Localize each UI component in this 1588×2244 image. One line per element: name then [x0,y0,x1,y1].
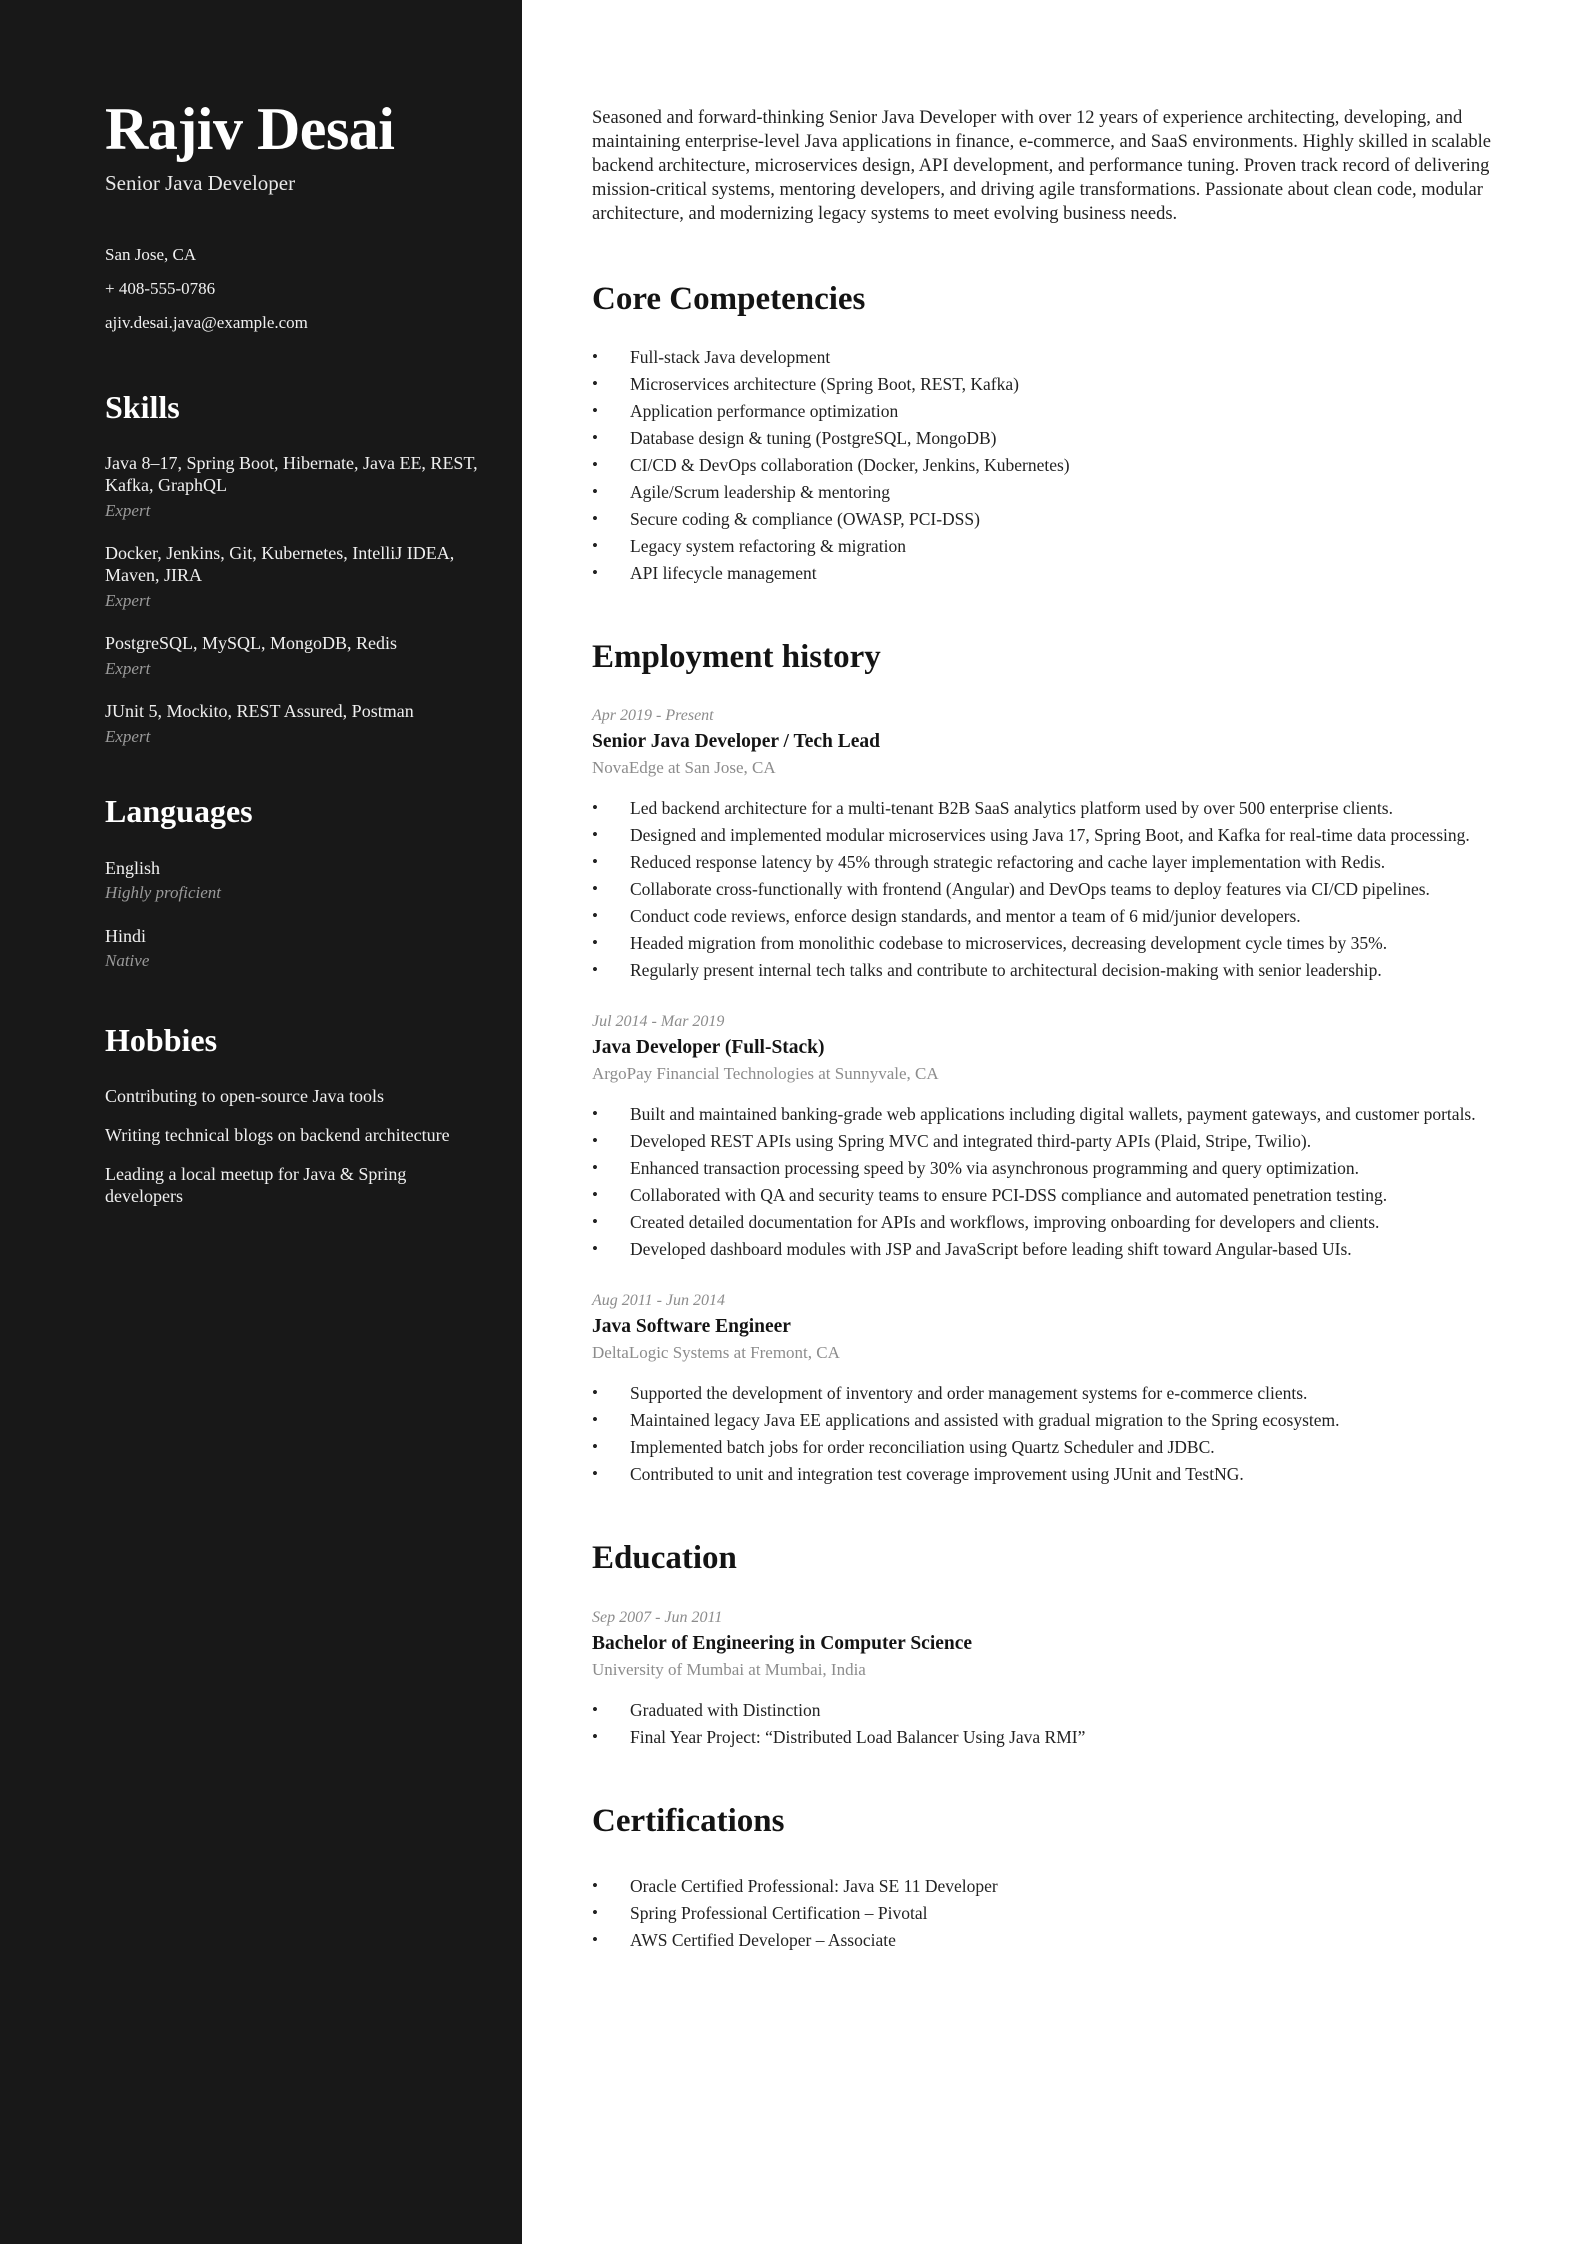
competencies-section [592,280,1492,584]
language-name: English [105,857,161,878]
job-title: Java Developer (Full-Stack) [592,1037,825,1059]
job-bullet: • Conduct code reviews, enforce design standards, and mentor a team of 6 mid/junior developers. [592,905,1492,927]
job-bullets [592,797,1492,981]
education-heading: Education [592,1540,737,1577]
language-level: Highly proficient [105,882,221,902]
degree-title: Bachelor of Engineering in Computer Science [592,1632,973,1654]
job-bullet: • Collaborated with QA and security teams to ensure PCI-DSS compliance and automated penetration testing. [592,1184,1492,1206]
job-bullet: • Developed dashboard modules with JSP and JavaScript before leading shift toward Angular-based UIs. [592,1238,1492,1260]
competency-item: • Agile/Scrum leadership & mentoring [592,481,1492,503]
hobbies-heading: Hobbies [105,1021,218,1058]
contact-info [105,238,482,340]
hobby-item: Writing technical blogs on backend architecture [105,1125,450,1146]
skill-item [105,700,482,748]
education-entry [592,1607,1492,1748]
job-bullet: • Created detailed documentation for APIs and workflows, improving onboarding for developers and clients. [592,1211,1492,1233]
skill-item [105,452,482,522]
education-section [592,1539,1492,1748]
candidate-name: Rajiv Desai [105,96,395,162]
employment-section [592,638,1492,1486]
job-bullet: • Supported the development of inventory and order management systems for e-commerce clients. [592,1382,1492,1404]
language-item [105,925,482,971]
education-dates: Sep 2007 - Jun 2011 [592,1608,723,1626]
language-name: Hindi [105,925,147,946]
job-bullet: • Regularly present internal tech talks and contribute to architectural decision-making with senior leadership. [592,959,1492,981]
job-dates: Aug 2011 - Jun 2014 [592,1292,726,1310]
skill-name: Java 8–17, Spring Boot, Hibernate, Java EE, REST, Kafka, GraphQL [105,453,478,496]
contact-phone: + 408-555-0786 [105,279,216,298]
job-bullet: • Maintained legacy Java EE applications and assisted with gradual migration to the Spring ecosystem. [592,1409,1492,1431]
job-bullet: • Implemented batch jobs for order reconciliation using Quartz Scheduler and JDBC. [592,1436,1492,1458]
contact-location: San Jose, CA [105,245,197,264]
skill-item [105,542,482,612]
competencies-list [592,346,1492,584]
skill-name: PostgreSQL, MySQL, MongoDB, Redis [105,633,398,654]
competency-item: • CI/CD & DevOps collaboration (Docker, Jenkins, Kubernetes) [592,454,1492,476]
job-bullet: • Contributed to unit and integration test coverage improvement using JUnit and TestNG. [592,1463,1492,1485]
education-bullet: • Graduated with Distinction [592,1699,1492,1721]
languages-heading: Languages [105,793,253,830]
language-level: Native [105,950,150,970]
job-employer: NovaEdge at San Jose, CA [592,758,776,778]
job-bullet: • Enhanced transaction processing speed by 30% via asynchronous programming and query optimization. [592,1157,1492,1179]
hobby-item: Contributing to open-source Java tools [105,1086,384,1107]
skill-level: Expert [105,727,151,747]
employment-heading: Employment history [592,638,881,675]
profile-summary: Seasoned and forward-thinking Senior Java Developer with over 12 years of experience architecting, developing, and maintaining enterprise-level Java applications in finance, e-commerce, and SaaS environments. Highly skilled in scalable backend architecture, microservices design, API development, and performance tuning. Proven track record of delivering mission-critical systems, mentoring developers, and driving agile transformations. Passionate about clean code, modular architecture, and modernizing legacy systems to meet evolving business needs. [592,108,1492,224]
contact-email: ajiv.desai.java@example.com [105,313,308,332]
skill-level: Expert [105,591,151,611]
competency-item: • API lifecycle management [592,562,1492,584]
job-title: Senior Java Developer / Tech Lead [592,731,880,753]
competency-item: • Secure coding & compliance (OWASP, PCI-DSS) [592,508,1492,530]
candidate-title: Senior Java Developer [105,171,296,195]
job-employer: DeltaLogic Systems at Fremont, CA [592,1343,840,1363]
language-item [105,857,482,903]
skills-section [105,388,482,748]
job-entry [592,1011,1492,1260]
job-bullet: • Reduced response latency by 45% through strategic refactoring and cache layer implementation with Redis. [592,851,1492,873]
competency-item: • Full-stack Java development [592,346,1492,368]
main-content [592,106,1492,1956]
skills-heading: Skills [105,389,180,425]
job-bullet: • Designed and implemented modular microservices using Java 17, Spring Boot, and Kafka for real-time data processing. [592,824,1492,846]
education-bullet: • Final Year Project: “Distributed Load Balancer Using Java RMI” [592,1726,1492,1748]
school-name: University of Mumbai at Mumbai, India [592,1659,866,1679]
certifications-list [592,1875,1492,1951]
job-dates: Apr 2019 - Present [592,707,714,725]
competency-item: • Database design & tuning (PostgreSQL, MongoDB) [592,427,1492,449]
competency-item: • Application performance optimization [592,400,1492,422]
job-bullet: • Developed REST APIs using Spring MVC and integrated third-party APIs (Plaid, Stripe, Twilio). [592,1130,1492,1152]
skill-level: Expert [105,501,151,521]
skill-item [105,632,482,680]
certification-item: • Spring Professional Certification – Pivotal [592,1902,1492,1924]
job-dates: Jul 2014 - Mar 2019 [592,1013,725,1031]
competencies-heading: Core Competencies [592,281,866,317]
job-bullet: • Collaborate cross-functionally with frontend (Angular) and DevOps teams to deploy features via CI/CD pipelines. [592,878,1492,900]
competency-item: • Legacy system refactoring & migration [592,535,1492,557]
job-employer: ArgoPay Financial Technologies at Sunnyvale, CA [592,1064,939,1084]
job-entry [592,705,1492,981]
skill-name: Docker, Jenkins, Git, Kubernetes, IntelliJ IDEA, Maven, JIRA [105,543,455,586]
certification-item: • AWS Certified Developer – Associate [592,1929,1492,1951]
certifications-heading: Certifications [592,1802,785,1839]
job-entry [592,1290,1492,1485]
job-bullets [592,1103,1492,1260]
job-bullet: • Headed migration from monolithic codebase to microservices, decreasing development cycle times by 35%. [592,932,1492,954]
certification-item: • Oracle Certified Professional: Java SE 11 Developer [592,1875,1492,1897]
competency-item: • Microservices architecture (Spring Boot, REST, Kafka) [592,373,1492,395]
skill-level: Expert [105,659,151,679]
sidebar [0,0,522,2244]
education-bullets [592,1699,1492,1748]
certifications-section [592,1802,1492,1952]
languages-section [105,792,482,970]
job-bullet: • Built and maintained banking-grade web applications including digital wallets, payment gateways, and customer portals. [592,1103,1492,1125]
hobbies-section [105,1021,482,1207]
job-bullet: • Led backend architecture for a multi-tenant B2B SaaS analytics platform used by over 500 enterprise clients. [592,797,1492,819]
skill-name: JUnit 5, Mockito, REST Assured, Postman [105,701,414,722]
job-title: Java Software Engineer [592,1316,791,1338]
job-bullets [592,1382,1492,1485]
hobby-item: Leading a local meetup for Java & Spring developers [105,1164,407,1207]
